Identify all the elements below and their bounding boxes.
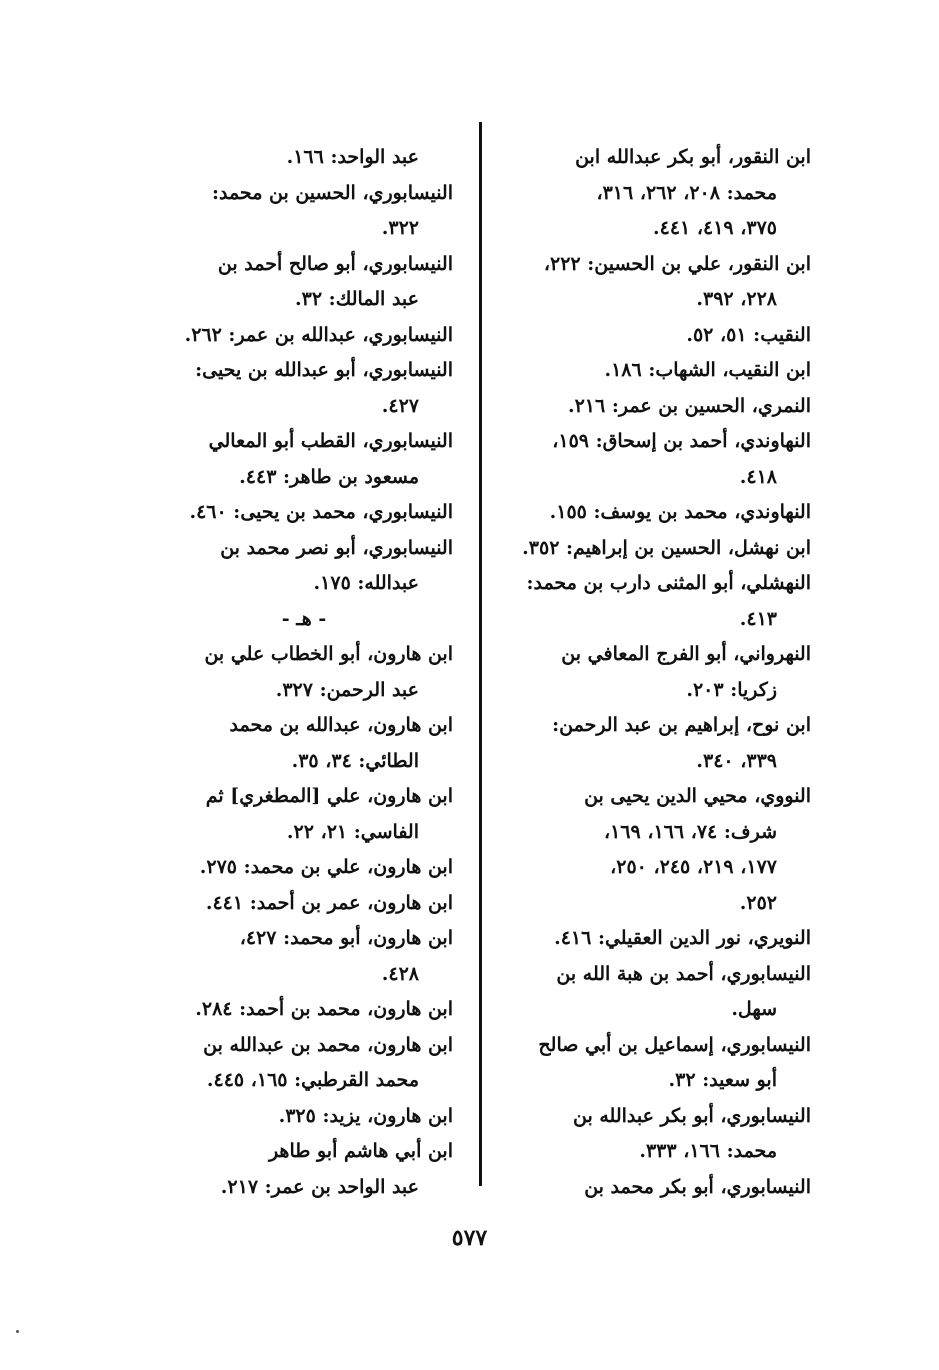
index-line: سهل. <box>731 998 777 1020</box>
index-line: محمد: ٢٠٨، ٢٦٢، ٣١٦، <box>596 181 777 204</box>
index-line: ابن النقور، علي بن الحسين: ٢٢٢، <box>543 252 811 275</box>
index-line: ابن هارون، أبو الخطاب علي بن <box>204 643 453 665</box>
index-line: ابن هارون، يزيد: ٣٢٥. <box>278 1104 453 1127</box>
index-line: النهاوندي، محمد بن يوسف: ١٥٥. <box>549 501 811 523</box>
scan-speck <box>16 1330 19 1333</box>
index-line: شرف: ٧٤، ١٦٦، ١٦٩، <box>603 820 777 843</box>
index-line: ٣٣٩، ٣٤٠. <box>696 749 777 772</box>
index-line: ٤٢٧. <box>381 394 419 417</box>
index-line: ابن هارون، محمد بن عبدالله بن <box>203 1033 453 1056</box>
page-number: ٥٧٧ <box>451 1225 488 1251</box>
index-line: النيسابوري، أبو نصر محمد بن <box>220 536 453 559</box>
index-line: النيسابوري، إسماعيل بن أبي صالح <box>538 1033 811 1056</box>
index-line: النويري، نور الدين العقيلي: ٤١٦. <box>554 927 811 949</box>
index-line: ٤٢٨. <box>381 962 419 985</box>
column-divider <box>479 122 482 1186</box>
index-line: النهشلي، أبو المثنى دارب بن محمد: <box>526 572 811 594</box>
index-line: النهرواني، أبو الفرج المعافي بن <box>561 643 811 665</box>
index-line: عبد الواحد بن عمر: ٢١٧. <box>220 1175 419 1198</box>
index-line: ابن نهشل، الحسين بن إبراهيم: ٣٥٢. <box>522 536 811 559</box>
index-line: ٤١٨. <box>739 465 777 488</box>
index-line: ابن هارون، أبو محمد: ٤٢٧، <box>239 927 453 949</box>
index-line: النيسابوري، القطب أبو المعالي <box>208 430 453 452</box>
index-line: النيسابوري، أبو عبدالله بن يحيى: <box>195 359 453 381</box>
index-line: عبد المالك: ٣٢. <box>295 288 419 310</box>
index-line: ابن النقيب، الشهاب: ١٨٦. <box>604 359 811 381</box>
index-line: ٤١٣. <box>739 607 777 630</box>
index-line: ابن أبي هاشم أبو طاهر <box>268 1140 453 1162</box>
index-line: النيسابوري، عبدالله بن عمر: ٢٦٢. <box>184 323 453 346</box>
index-line: النيسابوري، أحمد بن هبة الله بن <box>556 962 811 985</box>
index-line: ابن هارون، علي بن محمد: ٢٧٥. <box>199 856 453 878</box>
section-heading: - هـ - <box>281 607 327 630</box>
index-column-left <box>155 140 453 1205</box>
index-line: محمد القرطبي: ١٦٥، ٤٤٥. <box>206 1069 419 1091</box>
index-line: النيسابوري، الحسين بن محمد: <box>211 181 453 204</box>
index-line: مسعود بن طاهر: ٤٤٣. <box>239 465 419 488</box>
index-line: ٣٧٥، ٤١٩، ٤٤١. <box>653 217 777 239</box>
index-line: النيسابوري، أبو بكر محمد بن <box>584 1175 811 1198</box>
index-line: عبد الرحمن: ٣٢٧. <box>275 678 419 701</box>
index-line: ابن نوح، إبراهيم بن عبد الرحمن: <box>552 714 811 736</box>
index-line: الفاسي: ٢١، ٢٢. <box>286 820 419 843</box>
index-line: أبو سعيد: ٣٢. <box>668 1069 777 1091</box>
index-line: ابن هارون، عمر بن أحمد: ٤٤١. <box>205 891 453 914</box>
index-line: ابن هارون، محمد بن أحمد: ٢٨٤. <box>195 998 453 1020</box>
index-line: ٣٢٢. <box>381 217 419 239</box>
index-column-right <box>505 140 811 1205</box>
index-line: ابن النقور، أبو بكر عبدالله ابن <box>575 146 811 168</box>
index-line: ٢٢٨، ٣٩٢. <box>696 288 777 310</box>
index-line: عبد الواحد: ١٦٦. <box>286 146 419 168</box>
index-line: النيسابوري، محمد بن يحيى: ٤٦٠. <box>189 501 453 523</box>
index-line: ابن هارون، عبدالله بن محمد <box>229 714 453 736</box>
index-line: محمد: ١٦٦، ٣٣٣. <box>639 1140 777 1162</box>
index-line: ٢٥٢. <box>739 891 777 914</box>
index-line: عبدالله: ١٧٥. <box>313 572 419 594</box>
index-line: النمري، الحسين بن عمر: ٢١٦. <box>567 394 811 417</box>
index-line: الطائي: ٣٤، ٣٥. <box>291 749 419 772</box>
index-line: زكريا: ٢٠٣. <box>686 678 777 701</box>
index-line: ابن هارون، علي [المطغري] ثم <box>205 785 453 807</box>
index-line: النووي، محيي الدين يحيى بن <box>584 785 811 807</box>
index-line: النقيب: ٥١، ٥٢. <box>686 323 811 346</box>
index-line: النهاوندي، أحمد بن إسحاق: ١٥٩، <box>552 430 811 452</box>
index-line: النيسابوري، أبو بكر عبدالله بن <box>572 1104 811 1127</box>
index-line: النيسابوري، أبو صالح أحمد بن <box>217 252 453 275</box>
index-line: ١٧٧، ٢١٩، ٢٤٥، ٢٥٠، <box>610 856 777 878</box>
